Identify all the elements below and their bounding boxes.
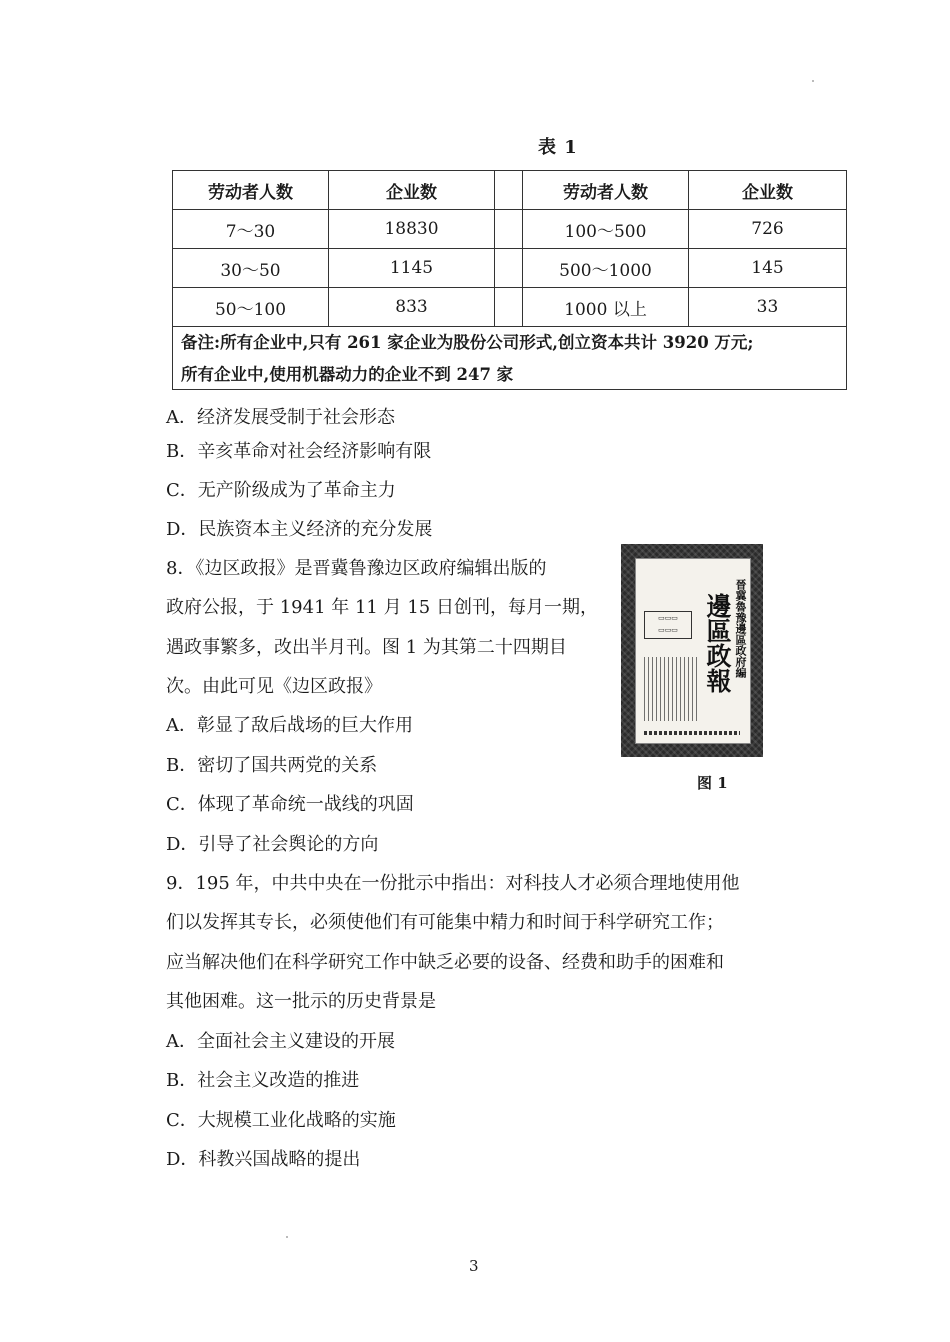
q8-option-a: A．彰显了敌后战场的巨大作用 (166, 715, 413, 736)
cover-footer (644, 731, 740, 735)
bulletin-cover-paper (635, 558, 751, 744)
header-cell: 企业数 (742, 182, 793, 203)
q8-stem-line: 8．《边区政报》是晋冀鲁豫边区政府编辑出版的 (166, 558, 547, 579)
q9-stem-line: 应当解决他们在科学研究工作中缺乏必要的设备、经费和助手的困难和 (166, 952, 724, 973)
scan-speck (286, 1236, 288, 1238)
q7-option-c: C．无产阶级成为了革命主力 (166, 480, 396, 501)
q8-option-b: B．密切了国共两党的关系 (166, 755, 378, 776)
q7-option-a: A．经济发展受制于社会形态 (166, 407, 395, 428)
q9-stem-line: 9．195 年，中共中央在一份批示中指出：对科技人才必须合理地使用他 (166, 873, 740, 894)
table-caption: 表 1 (538, 137, 578, 158)
q9-option-a: A．全面社会主义建设的开展 (166, 1031, 395, 1052)
cover-title: 邊區政報 (703, 593, 732, 693)
q8-stem-line: 次。由此可见《边区政报》 (166, 676, 382, 697)
header-cell: 劳动者人数 (208, 182, 293, 203)
q8-option-d: D．引导了社会舆论的方向 (166, 834, 379, 855)
bulletin-cover-image (621, 544, 763, 757)
cover-editor: 晉冀魯豫邊區政府編 (734, 579, 747, 678)
q9-option-c: C．大规模工业化战略的实施 (166, 1110, 396, 1131)
cover-table-of-contents (644, 657, 700, 721)
q9-option-b: B．社会主义改造的推进 (166, 1070, 360, 1091)
table-note-line: 所有企业中,使用机器动力的企业不到 247 家 (181, 365, 514, 384)
q9-option-d: D．科教兴国战略的提出 (166, 1149, 361, 1170)
table-cell: 33 (756, 297, 779, 317)
header-cell: 劳动者人数 (563, 182, 648, 203)
q8-stem-line: 遇政事繁多，改出半月刊。图 1 为其第二十四期目 (166, 637, 567, 658)
q8-option-c: C．体现了革命统一战线的巩固 (166, 794, 414, 815)
table-cell: 18830 (384, 219, 439, 239)
table-rule (494, 171, 495, 326)
table-cell: 1145 (389, 258, 434, 278)
q7-option-d: D．民族资本主义经济的充分发展 (166, 519, 433, 540)
table-cell: 100～500 (564, 221, 647, 242)
table-cell: 833 (395, 297, 428, 317)
q8-stem-line: 政府公报，于 1941 年 11 月 15 日创刊，每月一期， (166, 597, 598, 618)
page-number: 3 (469, 1257, 479, 1275)
cover-stamp-box: ▭▭▭ ▭▭▭ (644, 611, 692, 639)
q9-stem-line: 其他困难。这一批示的历史背景是 (166, 991, 436, 1012)
enterprise-table (172, 170, 847, 390)
table-cell: 500～1000 (559, 260, 652, 281)
table-cell: 50～100 (214, 299, 287, 320)
table-cell: 726 (751, 219, 784, 239)
table-cell: 7～30 (225, 221, 276, 242)
q7-option-b: B．辛亥革命对社会经济影响有限 (166, 441, 432, 462)
header-cell: 企业数 (386, 182, 437, 203)
table-cell: 30～50 (220, 260, 281, 281)
figure-caption: 图 1 (697, 774, 728, 792)
table-cell: 145 (751, 258, 784, 278)
scan-speck (812, 80, 814, 82)
q9-stem-line: 们以发挥其专长，必须使他们有可能集中精力和时间于科学研究工作； (166, 912, 724, 933)
table-cell: 1000 以上 (564, 299, 647, 320)
table-note-line: 备注:所有企业中,只有 261 家企业为股份公司形式,创立资本共计 3920 万元; (181, 333, 754, 352)
